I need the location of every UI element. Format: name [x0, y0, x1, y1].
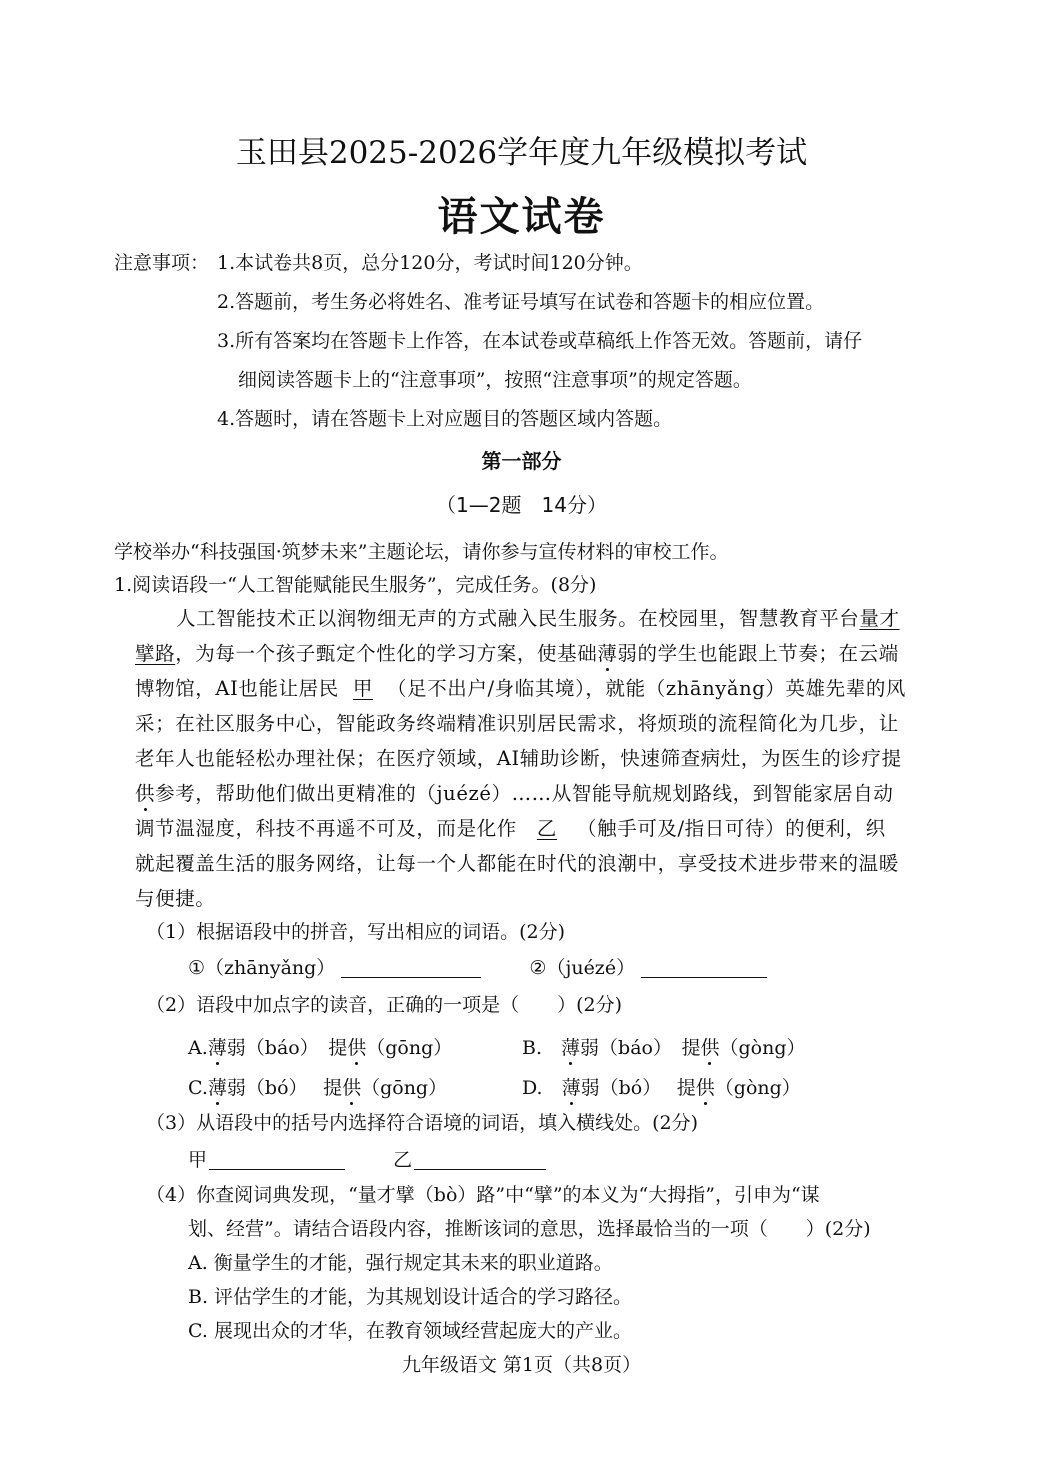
exam-subtitle: 语文试卷 [437, 193, 606, 240]
intro-text: 学校举办“科技强国·筑梦未来”主题论坛，请你参与宣传材料的审校工作。 [114, 541, 729, 563]
option-2d: D. 薄弱（bó） 提供（gòng） [522, 1077, 801, 1099]
passage-line-5: 老年人也能轻松办理社保；在医疗领域，AI辅助诊断，快速筛查病灶，为医生的诊疗提 [135, 747, 902, 770]
option-4c: C. 展现出众的才华，在教育领域经营起庞大的产业。 [188, 1320, 632, 1342]
passage-line-1: 人工智能技术正以润物细无声的方式融入民生服务。在校园里，智慧教育平台量才 [176, 607, 900, 630]
option-4a: A. 衡量学生的才能，强行规定其未来的职业道路。 [188, 1252, 613, 1274]
sub-question-4-line-1: （4）你查阅词典发现，“量才擘（bò）路”中“擘”的本义为“大拇指”，引申为“谋 [146, 1184, 820, 1206]
answer-blank-2[interactable] [641, 957, 767, 978]
option-4b: B. 评估学生的才能，为其规划设计适合的学习路径。 [188, 1286, 633, 1308]
page-footer: 九年级语文 第1页（共8页） [401, 1354, 642, 1376]
sub-question-2-stem: （2）语段中加点字的读音，正确的一项是（ ）(2分) [146, 994, 623, 1016]
sub-question-1-items: ①（zhānyǎng） ②（juézé） [188, 953, 767, 980]
passage-line-7: 调节温湿度，科技不再遥不可及，而是化作 乙 （触手可及/指日可待）的便利，织 [135, 817, 886, 840]
dotted-char-bao: 薄 [597, 642, 618, 665]
passage-line-8: 就起覆盖生活的服务网络，让每一个人都能在时代的浪潮中，享受技术进步带来的温暖 [135, 852, 899, 875]
passage-line-4: 采；在社区服务中心，智能政务终端精准识别居民需求，将烦琐的流程简化为几步，让 [135, 712, 899, 735]
notes-label: 注意事项： [114, 252, 210, 274]
answer-blank-yi[interactable] [414, 1149, 546, 1170]
option-2a: A.薄弱（báo） 提供（gōng） [188, 1037, 453, 1059]
part-heading: 第一部分 [481, 449, 562, 473]
blank-yi: 乙 [536, 817, 558, 840]
question-1-stem: 1.阅读语段一“人工智能赋能民生服务”，完成任务。(8分) [114, 574, 597, 596]
part-range: （1—2题 14分） [436, 493, 607, 517]
note-3-line-1: 3.所有答案均在答题卡上作答，在本试卷或草稿纸上作答无效。答题前，请仔 [217, 330, 863, 352]
sub-question-3-items: 甲 乙 [188, 1145, 546, 1172]
note-3-line-2: 细阅读答题卡上的“注意事项”，按照“注意事项”的规定答题。 [238, 369, 752, 391]
passage-line-3: 博物馆，AI也能让居民 甲 （足不出户/身临其境），就能（zhānyǎng）英雄先辈的风 [135, 677, 907, 700]
option-2c: C.薄弱（bó） 提供（gōng） [188, 1077, 448, 1099]
passage-line-2: 擘路，为每一个孩子甄定个性化的学习方案，使基础薄弱的学生也能跟上节奏；在云端 [135, 642, 899, 665]
answer-blank-jia[interactable] [209, 1149, 345, 1170]
idiom-underlined: 量才 [859, 607, 900, 630]
note-1: 1.本试卷共8页，总分120分，考试时间120分钟。 [217, 252, 643, 274]
sub-question-1-stem: （1）根据语段中的拼音，写出相应的词语。(2分) [146, 921, 566, 943]
sub-question-4-line-2: 划、经营”。请结合语段内容，推断该词的意思，选择最恰当的一项（ ）(2分) [188, 1218, 871, 1240]
note-4: 4.答题时，请在答题卡上对应题目的答题区域内答题。 [217, 408, 673, 430]
dotted-char-gong: 供 [135, 782, 156, 805]
sub-question-3-stem: （3）从语段中的括号内选择符合语境的词语，填入横线处。(2分) [146, 1112, 699, 1134]
blank-jia: 甲 [352, 677, 373, 700]
note-2: 2.答题前，考生务必将姓名、准考证号填写在试卷和答题卡的相应位置。 [217, 291, 825, 313]
passage-line-6: 供参考，帮助他们做出更精准的（juézé）……从智能导航规划路线，到智能家居自动 [135, 782, 894, 805]
answer-blank-1[interactable] [341, 957, 481, 978]
exam-title: 玉田县2025-2026学年度九年级模拟考试 [235, 135, 808, 171]
idiom-underlined-cont: 擘路 [135, 642, 176, 665]
passage-line-9: 与便捷。 [135, 887, 216, 910]
option-2b: B. 薄弱（báo） 提供（gòng） [522, 1037, 806, 1059]
